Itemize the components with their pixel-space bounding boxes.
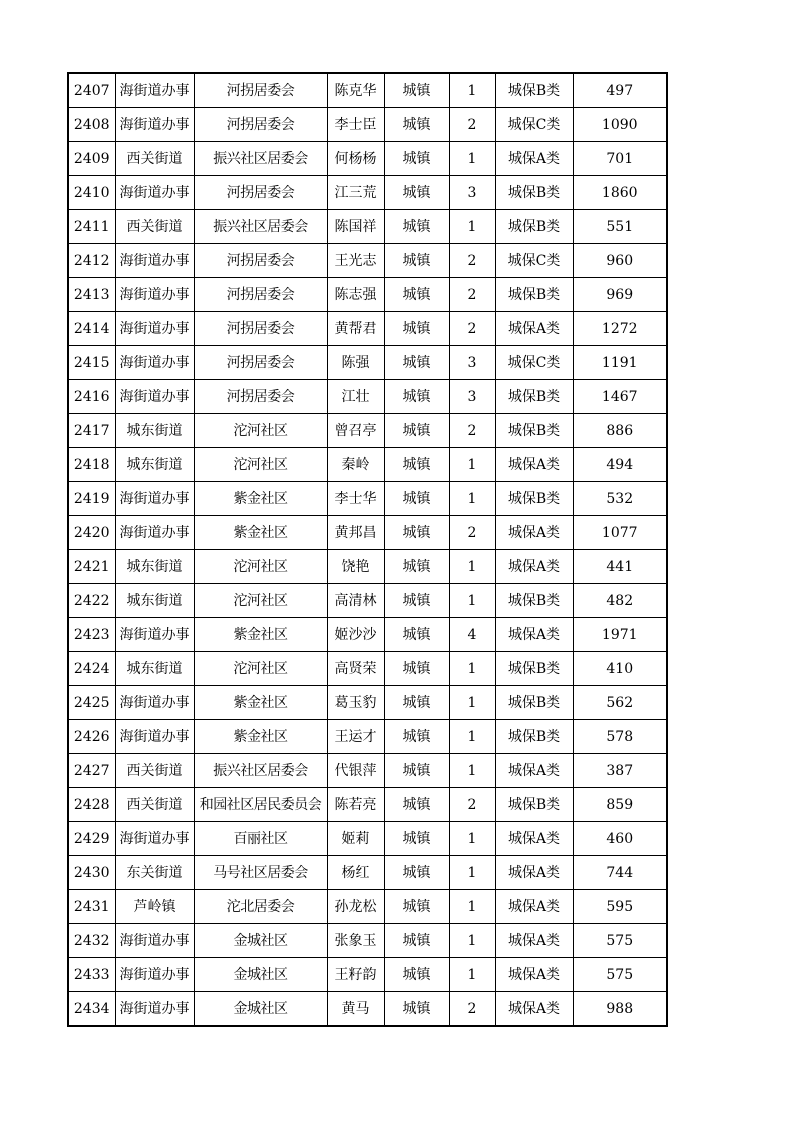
person-name-cell: 黄马 bbox=[327, 992, 384, 1027]
row-number-cell: 2432 bbox=[68, 924, 115, 958]
street-cell bbox=[115, 584, 194, 618]
member-count-cell: 3 bbox=[449, 380, 495, 414]
insurance-category-cell: 城保B类 bbox=[495, 414, 573, 448]
street-cell bbox=[115, 346, 194, 380]
amount-cell: 1191 bbox=[573, 346, 667, 380]
street-cell bbox=[115, 176, 194, 210]
insurance-category-cell: 城保A类 bbox=[495, 890, 573, 924]
row-number-cell: 2413 bbox=[68, 278, 115, 312]
member-count-cell: 4 bbox=[449, 618, 495, 652]
row-number-cell: 2423 bbox=[68, 618, 115, 652]
data-table bbox=[67, 72, 668, 1027]
insurance-category-cell: 城保A类 bbox=[495, 142, 573, 176]
table-row bbox=[68, 312, 667, 346]
street-cell-text: 城东街道 bbox=[126, 592, 183, 609]
amount-cell: 1272 bbox=[573, 312, 667, 346]
table-row bbox=[68, 244, 667, 278]
street-cell-text: 芦岭镇 bbox=[133, 898, 176, 915]
amount-cell: 988 bbox=[573, 992, 667, 1027]
row-number-cell: 2427 bbox=[68, 754, 115, 788]
person-name-cell: 陈志强 bbox=[327, 278, 384, 312]
person-name-cell: 何杨杨 bbox=[327, 142, 384, 176]
row-number-cell: 2415 bbox=[68, 346, 115, 380]
amount-cell: 1077 bbox=[573, 516, 667, 550]
person-name-cell: 黄邦昌 bbox=[327, 516, 384, 550]
table-row bbox=[68, 686, 667, 720]
street-cell-text: 海街道办事 bbox=[119, 252, 190, 269]
community-cell: 河拐居委会 bbox=[194, 380, 327, 414]
person-name-cell: 张象玉 bbox=[327, 924, 384, 958]
street-cell bbox=[115, 448, 194, 482]
street-cell-text: 海街道办事 bbox=[119, 82, 190, 99]
person-name-cell: 王光志 bbox=[327, 244, 384, 278]
household-type-cell: 城镇 bbox=[384, 244, 449, 278]
member-count-cell: 1 bbox=[449, 754, 495, 788]
community-cell: 百丽社区 bbox=[194, 822, 327, 856]
street-cell bbox=[115, 380, 194, 414]
community-cell: 和园社区居民委员会 bbox=[194, 788, 327, 822]
street-cell-text: 海街道办事 bbox=[119, 388, 190, 405]
community-cell: 河拐居委会 bbox=[194, 278, 327, 312]
person-name-cell: 姬沙沙 bbox=[327, 618, 384, 652]
amount-cell: 387 bbox=[573, 754, 667, 788]
household-type-cell: 城镇 bbox=[384, 108, 449, 142]
member-count-cell: 2 bbox=[449, 278, 495, 312]
person-name-cell: 王运才 bbox=[327, 720, 384, 754]
table-row bbox=[68, 720, 667, 754]
amount-cell: 744 bbox=[573, 856, 667, 890]
community-cell: 沱北居委会 bbox=[194, 890, 327, 924]
insurance-category-cell: 城保B类 bbox=[495, 482, 573, 516]
street-cell bbox=[115, 890, 194, 924]
member-count-cell: 1 bbox=[449, 142, 495, 176]
community-cell: 河拐居委会 bbox=[194, 346, 327, 380]
person-name-cell: 孙龙松 bbox=[327, 890, 384, 924]
household-type-cell: 城镇 bbox=[384, 924, 449, 958]
household-type-cell: 城镇 bbox=[384, 890, 449, 924]
community-cell: 振兴社区居委会 bbox=[194, 142, 327, 176]
insurance-category-cell: 城保A类 bbox=[495, 856, 573, 890]
table-row bbox=[68, 550, 667, 584]
street-cell bbox=[115, 788, 194, 822]
person-name-cell: 秦岭 bbox=[327, 448, 384, 482]
amount-cell: 859 bbox=[573, 788, 667, 822]
person-name-cell: 陈国祥 bbox=[327, 210, 384, 244]
street-cell-text: 海街道办事 bbox=[119, 116, 190, 133]
street-cell-text: 西关街道 bbox=[126, 796, 183, 813]
street-cell bbox=[115, 924, 194, 958]
amount-cell: 441 bbox=[573, 550, 667, 584]
row-number-cell: 2431 bbox=[68, 890, 115, 924]
street-cell-text: 城东街道 bbox=[126, 422, 183, 439]
table-row bbox=[68, 924, 667, 958]
amount-cell: 1090 bbox=[573, 108, 667, 142]
household-type-cell: 城镇 bbox=[384, 686, 449, 720]
community-cell: 沱河社区 bbox=[194, 414, 327, 448]
street-cell bbox=[115, 73, 194, 108]
row-number-cell: 2430 bbox=[68, 856, 115, 890]
amount-cell: 969 bbox=[573, 278, 667, 312]
insurance-category-cell: 城保B类 bbox=[495, 380, 573, 414]
amount-cell: 460 bbox=[573, 822, 667, 856]
street-cell bbox=[115, 958, 194, 992]
row-number-cell: 2408 bbox=[68, 108, 115, 142]
amount-cell: 410 bbox=[573, 652, 667, 686]
street-cell-text: 海街道办事 bbox=[119, 286, 190, 303]
member-count-cell: 1 bbox=[449, 822, 495, 856]
amount-cell: 497 bbox=[573, 73, 667, 108]
household-type-cell: 城镇 bbox=[384, 312, 449, 346]
household-type-cell: 城镇 bbox=[384, 448, 449, 482]
row-number-cell: 2434 bbox=[68, 992, 115, 1027]
table-row bbox=[68, 176, 667, 210]
person-name-cell: 李士华 bbox=[327, 482, 384, 516]
street-cell bbox=[115, 108, 194, 142]
member-count-cell: 2 bbox=[449, 108, 495, 142]
household-type-cell: 城镇 bbox=[384, 142, 449, 176]
amount-cell: 1860 bbox=[573, 176, 667, 210]
insurance-category-cell: 城保C类 bbox=[495, 244, 573, 278]
row-number-cell: 2420 bbox=[68, 516, 115, 550]
table-row bbox=[68, 618, 667, 652]
member-count-cell: 1 bbox=[449, 73, 495, 108]
street-cell bbox=[115, 142, 194, 176]
table-row bbox=[68, 652, 667, 686]
member-count-cell: 3 bbox=[449, 176, 495, 210]
row-number-cell: 2418 bbox=[68, 448, 115, 482]
household-type-cell: 城镇 bbox=[384, 618, 449, 652]
amount-cell: 575 bbox=[573, 924, 667, 958]
community-cell: 金城社区 bbox=[194, 958, 327, 992]
community-cell: 河拐居委会 bbox=[194, 73, 327, 108]
community-cell: 马号社区居委会 bbox=[194, 856, 327, 890]
member-count-cell: 1 bbox=[449, 652, 495, 686]
insurance-category-cell: 城保A类 bbox=[495, 992, 573, 1027]
insurance-category-cell: 城保B类 bbox=[495, 210, 573, 244]
table-row bbox=[68, 822, 667, 856]
insurance-category-cell: 城保A类 bbox=[495, 958, 573, 992]
insurance-category-cell: 城保B类 bbox=[495, 584, 573, 618]
row-number-cell: 2417 bbox=[68, 414, 115, 448]
table-row bbox=[68, 448, 667, 482]
table-row bbox=[68, 856, 667, 890]
table-row bbox=[68, 210, 667, 244]
amount-cell: 595 bbox=[573, 890, 667, 924]
street-cell bbox=[115, 686, 194, 720]
person-name-cell: 饶艳 bbox=[327, 550, 384, 584]
amount-cell: 960 bbox=[573, 244, 667, 278]
table-row bbox=[68, 380, 667, 414]
community-cell: 金城社区 bbox=[194, 924, 327, 958]
household-type-cell: 城镇 bbox=[384, 482, 449, 516]
household-type-cell: 城镇 bbox=[384, 176, 449, 210]
street-cell bbox=[115, 720, 194, 754]
table-row bbox=[68, 414, 667, 448]
row-number-cell: 2414 bbox=[68, 312, 115, 346]
member-count-cell: 1 bbox=[449, 482, 495, 516]
table-row bbox=[68, 584, 667, 618]
street-cell-text: 海街道办事 bbox=[119, 1000, 190, 1017]
household-type-cell: 城镇 bbox=[384, 380, 449, 414]
data-sheet bbox=[67, 72, 666, 1027]
member-count-cell: 1 bbox=[449, 584, 495, 618]
street-cell-text: 东关街道 bbox=[126, 864, 183, 881]
household-type-cell: 城镇 bbox=[384, 788, 449, 822]
street-cell-text: 西关街道 bbox=[126, 762, 183, 779]
person-name-cell: 江壮 bbox=[327, 380, 384, 414]
household-type-cell: 城镇 bbox=[384, 346, 449, 380]
household-type-cell: 城镇 bbox=[384, 414, 449, 448]
street-cell-text: 海街道办事 bbox=[119, 490, 190, 507]
row-number-cell: 2428 bbox=[68, 788, 115, 822]
person-name-cell: 杨红 bbox=[327, 856, 384, 890]
street-cell-text: 海街道办事 bbox=[119, 966, 190, 983]
street-cell bbox=[115, 312, 194, 346]
row-number-cell: 2421 bbox=[68, 550, 115, 584]
member-count-cell: 2 bbox=[449, 244, 495, 278]
street-cell-text: 海街道办事 bbox=[119, 354, 190, 371]
person-name-cell: 陈若亮 bbox=[327, 788, 384, 822]
street-cell-text: 海街道办事 bbox=[119, 524, 190, 541]
insurance-category-cell: 城保B类 bbox=[495, 278, 573, 312]
community-cell: 河拐居委会 bbox=[194, 312, 327, 346]
community-cell: 紫金社区 bbox=[194, 686, 327, 720]
row-number-cell: 2419 bbox=[68, 482, 115, 516]
street-cell bbox=[115, 856, 194, 890]
insurance-category-cell: 城保C类 bbox=[495, 346, 573, 380]
row-number-cell: 2429 bbox=[68, 822, 115, 856]
street-cell bbox=[115, 992, 194, 1027]
person-name-cell: 姬莉 bbox=[327, 822, 384, 856]
person-name-cell: 曾召亭 bbox=[327, 414, 384, 448]
community-cell: 河拐居委会 bbox=[194, 176, 327, 210]
table-row bbox=[68, 73, 667, 108]
insurance-category-cell: 城保A类 bbox=[495, 516, 573, 550]
street-cell-text: 海街道办事 bbox=[119, 694, 190, 711]
insurance-category-cell: 城保B类 bbox=[495, 788, 573, 822]
table-row bbox=[68, 346, 667, 380]
household-type-cell: 城镇 bbox=[384, 822, 449, 856]
household-type-cell: 城镇 bbox=[384, 278, 449, 312]
person-name-cell: 高清林 bbox=[327, 584, 384, 618]
street-cell bbox=[115, 754, 194, 788]
amount-cell: 886 bbox=[573, 414, 667, 448]
person-name-cell: 代银萍 bbox=[327, 754, 384, 788]
household-type-cell: 城镇 bbox=[384, 856, 449, 890]
insurance-category-cell: 城保A类 bbox=[495, 754, 573, 788]
street-cell-text: 海街道办事 bbox=[119, 932, 190, 949]
insurance-category-cell: 城保C类 bbox=[495, 108, 573, 142]
street-cell-text: 城东街道 bbox=[126, 558, 183, 575]
street-cell bbox=[115, 210, 194, 244]
street-cell bbox=[115, 550, 194, 584]
street-cell bbox=[115, 244, 194, 278]
street-cell-text: 西关街道 bbox=[126, 218, 183, 235]
household-type-cell: 城镇 bbox=[384, 550, 449, 584]
row-number-cell: 2422 bbox=[68, 584, 115, 618]
community-cell: 沱河社区 bbox=[194, 652, 327, 686]
member-count-cell: 3 bbox=[449, 346, 495, 380]
person-name-cell: 李士臣 bbox=[327, 108, 384, 142]
member-count-cell: 1 bbox=[449, 686, 495, 720]
household-type-cell: 城镇 bbox=[384, 652, 449, 686]
member-count-cell: 1 bbox=[449, 550, 495, 584]
table-row bbox=[68, 958, 667, 992]
household-type-cell: 城镇 bbox=[384, 73, 449, 108]
insurance-category-cell: 城保A类 bbox=[495, 822, 573, 856]
insurance-category-cell: 城保A类 bbox=[495, 924, 573, 958]
community-cell: 河拐居委会 bbox=[194, 244, 327, 278]
row-number-cell: 2433 bbox=[68, 958, 115, 992]
table-row bbox=[68, 992, 667, 1027]
street-cell-text: 西关街道 bbox=[126, 150, 183, 167]
amount-cell: 701 bbox=[573, 142, 667, 176]
community-cell: 振兴社区居委会 bbox=[194, 754, 327, 788]
amount-cell: 532 bbox=[573, 482, 667, 516]
community-cell: 金城社区 bbox=[194, 992, 327, 1027]
row-number-cell: 2424 bbox=[68, 652, 115, 686]
member-count-cell: 1 bbox=[449, 856, 495, 890]
community-cell: 紫金社区 bbox=[194, 482, 327, 516]
table-row bbox=[68, 482, 667, 516]
person-name-cell: 黄帮君 bbox=[327, 312, 384, 346]
street-cell bbox=[115, 652, 194, 686]
table-row bbox=[68, 788, 667, 822]
member-count-cell: 1 bbox=[449, 448, 495, 482]
street-cell-text: 海街道办事 bbox=[119, 184, 190, 201]
row-number-cell: 2412 bbox=[68, 244, 115, 278]
community-cell: 沱河社区 bbox=[194, 448, 327, 482]
amount-cell: 1971 bbox=[573, 618, 667, 652]
insurance-category-cell: 城保B类 bbox=[495, 73, 573, 108]
street-cell bbox=[115, 482, 194, 516]
community-cell: 紫金社区 bbox=[194, 516, 327, 550]
person-name-cell: 陈克华 bbox=[327, 73, 384, 108]
table-row bbox=[68, 890, 667, 924]
member-count-cell: 2 bbox=[449, 516, 495, 550]
household-type-cell: 城镇 bbox=[384, 720, 449, 754]
amount-cell: 578 bbox=[573, 720, 667, 754]
street-cell bbox=[115, 618, 194, 652]
person-name-cell: 高贤荣 bbox=[327, 652, 384, 686]
row-number-cell: 2409 bbox=[68, 142, 115, 176]
amount-cell: 494 bbox=[573, 448, 667, 482]
household-type-cell: 城镇 bbox=[384, 958, 449, 992]
street-cell-text: 海街道办事 bbox=[119, 830, 190, 847]
street-cell bbox=[115, 278, 194, 312]
community-cell: 紫金社区 bbox=[194, 720, 327, 754]
community-cell: 振兴社区居委会 bbox=[194, 210, 327, 244]
member-count-cell: 2 bbox=[449, 414, 495, 448]
person-name-cell: 葛玉豹 bbox=[327, 686, 384, 720]
row-number-cell: 2426 bbox=[68, 720, 115, 754]
member-count-cell: 2 bbox=[449, 992, 495, 1027]
row-number-cell: 2416 bbox=[68, 380, 115, 414]
household-type-cell: 城镇 bbox=[384, 754, 449, 788]
table-row bbox=[68, 516, 667, 550]
street-cell bbox=[115, 414, 194, 448]
amount-cell: 575 bbox=[573, 958, 667, 992]
row-number-cell: 2411 bbox=[68, 210, 115, 244]
insurance-category-cell: 城保B类 bbox=[495, 652, 573, 686]
street-cell bbox=[115, 822, 194, 856]
amount-cell: 1467 bbox=[573, 380, 667, 414]
member-count-cell: 1 bbox=[449, 210, 495, 244]
household-type-cell: 城镇 bbox=[384, 584, 449, 618]
insurance-category-cell: 城保A类 bbox=[495, 618, 573, 652]
street-cell-text: 海街道办事 bbox=[119, 320, 190, 337]
member-count-cell: 1 bbox=[449, 958, 495, 992]
household-type-cell: 城镇 bbox=[384, 992, 449, 1027]
community-cell: 沱河社区 bbox=[194, 550, 327, 584]
community-cell: 河拐居委会 bbox=[194, 108, 327, 142]
street-cell-text: 海街道办事 bbox=[119, 626, 190, 643]
person-name-cell: 江三荒 bbox=[327, 176, 384, 210]
amount-cell: 562 bbox=[573, 686, 667, 720]
community-cell: 沱河社区 bbox=[194, 584, 327, 618]
table-row bbox=[68, 108, 667, 142]
row-number-cell: 2407 bbox=[68, 73, 115, 108]
insurance-category-cell: 城保B类 bbox=[495, 686, 573, 720]
row-number-cell: 2425 bbox=[68, 686, 115, 720]
community-cell: 紫金社区 bbox=[194, 618, 327, 652]
person-name-cell: 王籽韵 bbox=[327, 958, 384, 992]
member-count-cell: 1 bbox=[449, 890, 495, 924]
insurance-category-cell: 城保B类 bbox=[495, 720, 573, 754]
table-body bbox=[68, 73, 667, 1026]
table-row bbox=[68, 278, 667, 312]
person-name-cell: 陈强 bbox=[327, 346, 384, 380]
member-count-cell: 2 bbox=[449, 312, 495, 346]
member-count-cell: 1 bbox=[449, 720, 495, 754]
table-row bbox=[68, 754, 667, 788]
household-type-cell: 城镇 bbox=[384, 516, 449, 550]
insurance-category-cell: 城保A类 bbox=[495, 448, 573, 482]
amount-cell: 482 bbox=[573, 584, 667, 618]
member-count-cell: 2 bbox=[449, 788, 495, 822]
table-row bbox=[68, 142, 667, 176]
street-cell-text: 城东街道 bbox=[126, 456, 183, 473]
street-cell-text: 海街道办事 bbox=[119, 728, 190, 745]
insurance-category-cell: 城保B类 bbox=[495, 176, 573, 210]
member-count-cell: 1 bbox=[449, 924, 495, 958]
household-type-cell: 城镇 bbox=[384, 210, 449, 244]
amount-cell: 551 bbox=[573, 210, 667, 244]
insurance-category-cell: 城保A类 bbox=[495, 312, 573, 346]
street-cell bbox=[115, 516, 194, 550]
insurance-category-cell: 城保A类 bbox=[495, 550, 573, 584]
row-number-cell: 2410 bbox=[68, 176, 115, 210]
street-cell-text: 城东街道 bbox=[126, 660, 183, 677]
